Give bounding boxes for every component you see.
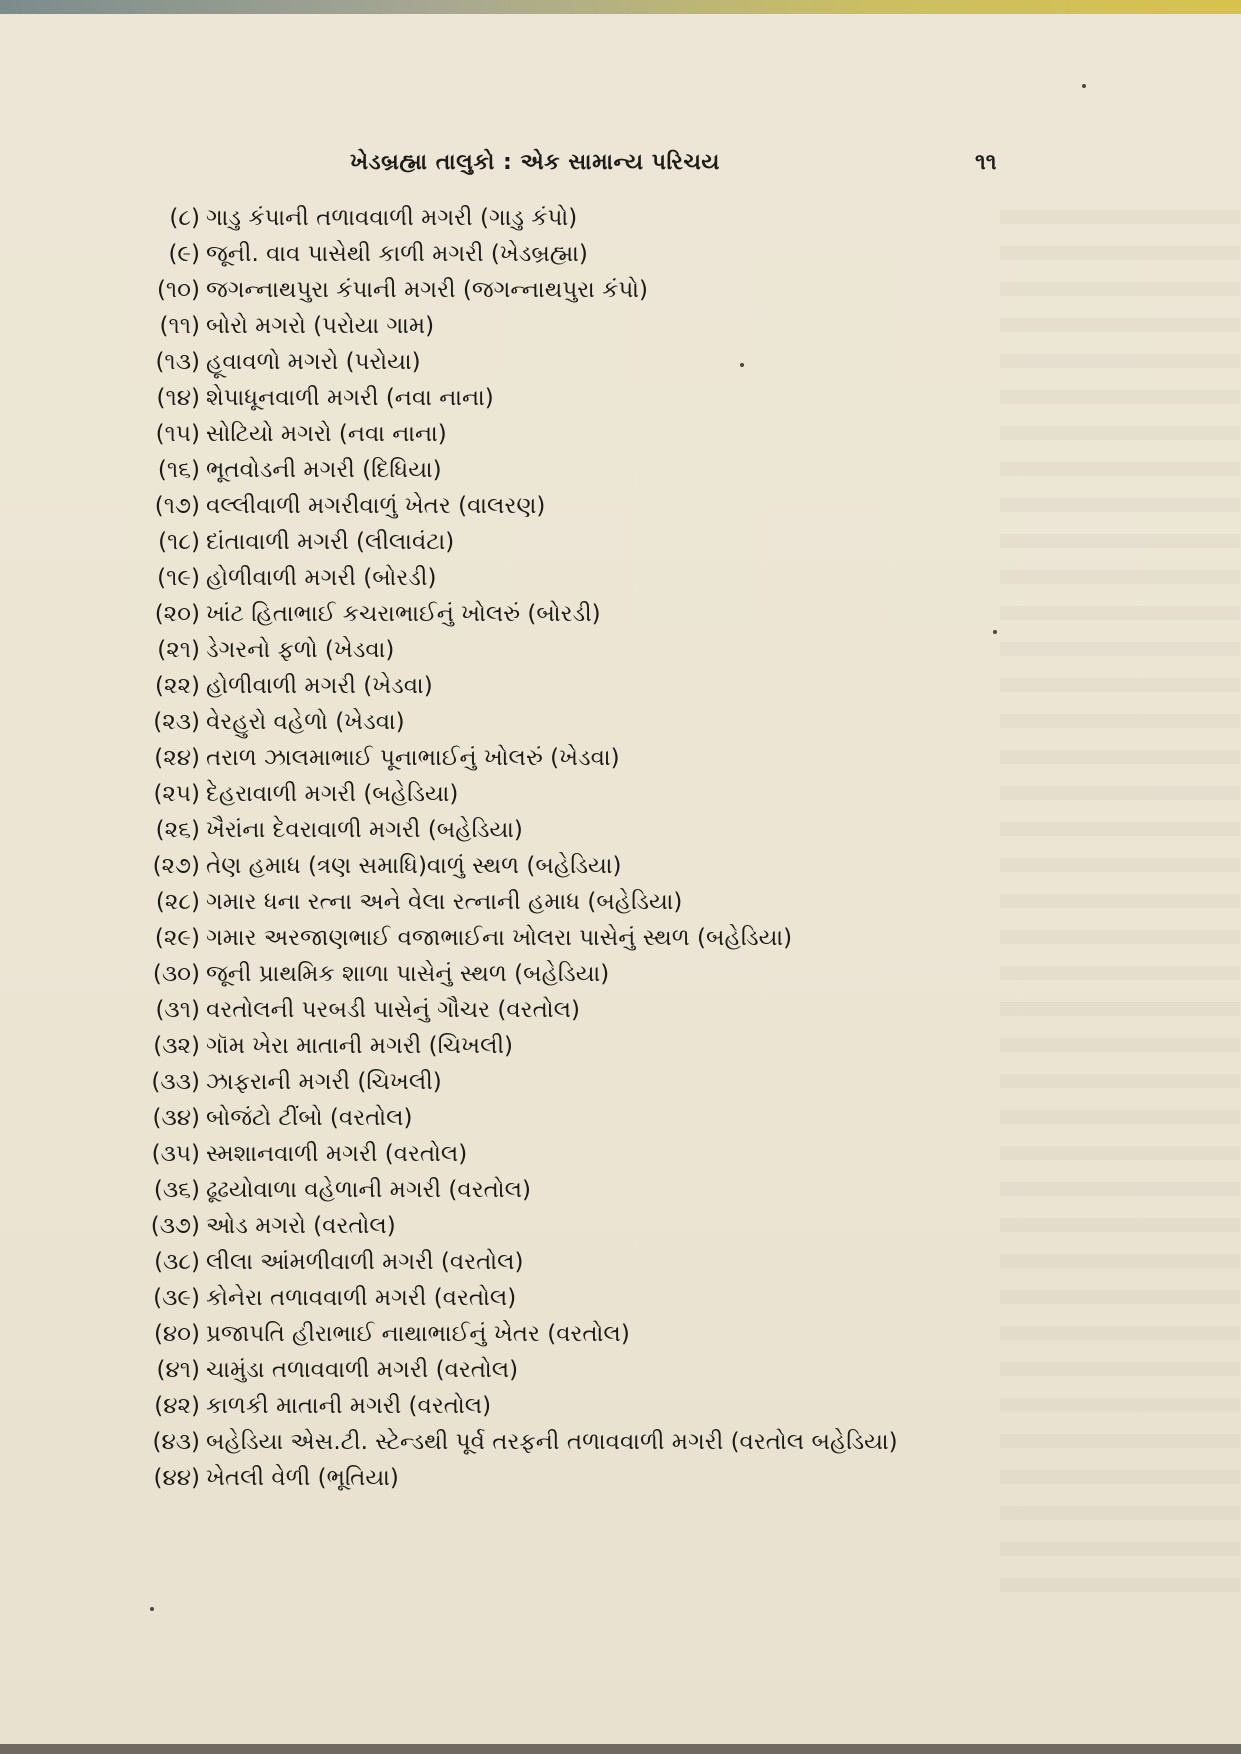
list-item	[124, 1460, 1124, 1496]
list-item-number: (૧૩)	[155, 349, 200, 375]
list-item	[124, 812, 1124, 848]
list-item-text: ઓડ મગરો (વરતોલ)	[206, 1213, 396, 1239]
list-item-text: વરતોલની પરબડી પાસેનું ગૌચર (વરતોલ)	[206, 997, 580, 1023]
list-item-text: બોજંટો ટીંબો (વરતોલ)	[206, 1105, 413, 1131]
list-item	[124, 1064, 1124, 1100]
list-item	[124, 308, 1124, 344]
page-header	[0, 150, 1241, 190]
list-item-number: (૪૪)	[153, 1465, 200, 1491]
list-item	[124, 1280, 1124, 1316]
list-item-number: (૩૪)	[152, 1105, 200, 1131]
list-item	[124, 488, 1124, 524]
list-item-number: (૩૩)	[151, 1069, 200, 1095]
list-item	[124, 704, 1124, 740]
list-item-text: ડેગરનો ફળો (ખેડવા)	[206, 637, 395, 663]
list-item-text: વલ્લીવાળી મગરીવાળું ખેતર (વાલરણ)	[206, 493, 546, 519]
list-item	[124, 1424, 1124, 1460]
list-item-number: (૨૦)	[154, 601, 200, 627]
list-item	[124, 596, 1124, 632]
list-item-number: (૧૧)	[159, 313, 200, 339]
list-item-text: શેપાધૂનવાળી મગરી (નવા નાના)	[206, 385, 494, 411]
list-item-number: (૪૧)	[156, 1357, 200, 1383]
list-item	[124, 884, 1124, 920]
list-item-number: (૧૭)	[154, 493, 200, 519]
list-item-text: કાળકી માતાની મગરી (વરતોલ)	[206, 1393, 492, 1419]
list-item-text: જગન્નાથપુરા કંપાની મગરી (જગન્નાથપુરા કંપો)	[206, 277, 648, 303]
list-item-text: ઢૂઢયોવાળા વહેળાની મગરી (વરતોલ)	[206, 1177, 531, 1203]
list-item-text: ખૈરાંના દેવરાવાળી મગરી (બહેડિયા)	[206, 817, 523, 843]
list-item-number: (૪૦)	[153, 1321, 200, 1347]
list-item-text: વેરહુરો વહેળો (ખેડવા)	[206, 709, 405, 735]
paper-speck	[150, 1607, 154, 1611]
list-item-number: (૧૮)	[158, 529, 200, 555]
list-item	[124, 1352, 1124, 1388]
list-item-number: (૨૩)	[153, 709, 200, 735]
paper-speck	[1082, 84, 1086, 88]
list-item	[124, 1100, 1124, 1136]
list-item-text: જૂની. વાવ પાસેથી કાળી મગરી (ખેડબ્રહ્મા)	[206, 241, 588, 267]
place-list	[124, 200, 1124, 1496]
list-item-number: (૩૭)	[150, 1213, 200, 1239]
page-top-edge	[0, 0, 1241, 14]
list-item	[124, 848, 1124, 884]
page-number: ૧૧	[975, 150, 997, 175]
list-item	[124, 956, 1124, 992]
list-item-text: દાંતાવાળી મગરી (લીલાવંટા)	[206, 529, 455, 555]
list-item-text: ગૉમ ખેરા માતાની મગરી (ચિખલી)	[206, 1033, 514, 1059]
list-item	[124, 1172, 1124, 1208]
list-item-text: હોળીવાળી મગરી (બોરડી)	[206, 565, 437, 591]
list-item	[124, 920, 1124, 956]
list-item	[124, 1208, 1124, 1244]
list-item-text: ભૂતવોડની મગરી (દિધિયા)	[206, 457, 442, 483]
list-item-number: (૧૦)	[156, 277, 200, 303]
list-item-number: (૩૨)	[153, 1033, 200, 1059]
list-item-number: (૮)	[169, 205, 200, 231]
list-item	[124, 1388, 1124, 1424]
list-item	[124, 1244, 1124, 1280]
list-item	[124, 344, 1124, 380]
list-item	[124, 740, 1124, 776]
list-item	[124, 992, 1124, 1028]
list-item-number: (૨૪)	[154, 745, 200, 771]
list-item	[124, 1028, 1124, 1064]
list-item-text: લીલા આંમળીવાળી મગરી (વરતોલ)	[206, 1249, 524, 1275]
list-item-number: (૨૨)	[155, 673, 200, 699]
list-item-text: તરાળ ઝાલમાભાઈ પૂનાભાઈનું ખોલરું (ખેડવા)	[206, 745, 620, 771]
list-item	[124, 560, 1124, 596]
list-item-number: (૨૬)	[155, 817, 200, 843]
list-item-number: (૩૦)	[152, 961, 200, 987]
list-item-number: (૨૫)	[153, 781, 200, 807]
list-item	[124, 776, 1124, 812]
list-item	[124, 524, 1124, 560]
list-item	[124, 416, 1124, 452]
list-item-text: ચામુંડા તળાવવાળી મગરી (વરતોલ)	[206, 1357, 519, 1383]
list-item-text: દેહરાવાળી મગરી (બહેડિયા)	[206, 781, 459, 807]
list-item-number: (૩૫)	[151, 1141, 200, 1167]
list-item-text: ગાડુ કંપાની તળાવવાળી મગરી (ગાડુ કંપો)	[206, 205, 578, 231]
list-item-number: (૧૬)	[157, 457, 200, 483]
list-item-text: કોનેરા તળાવવાળી મગરી (વરતોલ)	[206, 1285, 517, 1311]
list-item-number: (૧૯)	[157, 565, 200, 591]
list-item	[124, 272, 1124, 308]
list-item-text: જૂની પ્રાથમિક શાળા પાસેનું સ્થળ (બહેડિયા)	[206, 961, 610, 987]
list-item-text: હૂવાવળો મગરો (પરોયા)	[206, 349, 421, 375]
list-item-text: સ્મશાનવાળી મગરી (વરતોલ)	[206, 1141, 468, 1167]
list-item-number: (૨૭)	[152, 853, 200, 879]
list-item-text: ગમાર અરજાણભાઈ વજાભાઈના ખોલરા પાસેનું સ્થળ (બહેડિયા)	[206, 925, 793, 951]
list-item-text: બહેડિયા એસ.ટી. સ્ટેન્ડથી પૂર્વ તરફની તળાવવાળી મગરી (વરતોલ બહેડિયા)	[206, 1429, 898, 1455]
list-item	[124, 452, 1124, 488]
list-item	[124, 632, 1124, 668]
list-item-text: બોરો મગરો (પરોયા ગામ)	[206, 313, 435, 339]
list-item-text: તેણ હમાધ (ત્રણ સમાધિ)વાળું સ્થળ (બહેડિયા)	[206, 853, 622, 879]
list-item-text: ઝાફરાની મગરી (ચિખલી)	[206, 1069, 442, 1095]
list-item	[124, 1316, 1124, 1352]
list-item-number: (૯)	[168, 241, 200, 267]
list-item	[124, 1136, 1124, 1172]
paper-speck	[740, 363, 744, 367]
list-item-text: પ્રજાપતિ હીરાભાઈ નાથાભાઈનું ખેતર (વરતોલ)	[206, 1321, 630, 1347]
list-item	[124, 236, 1124, 272]
list-item-number: (૩૧)	[155, 997, 200, 1023]
list-item-number: (૪૩)	[152, 1429, 200, 1455]
list-item	[124, 200, 1124, 236]
list-item-number: (૪૨)	[154, 1393, 200, 1419]
list-item	[124, 668, 1124, 704]
list-item-text: ખેતલી વેળી (ભૂતિયા)	[206, 1465, 399, 1491]
list-item-number: (૩૮)	[154, 1249, 200, 1275]
list-item-text: સોટિયો મગરો (નવા નાના)	[206, 421, 447, 447]
list-item-number: (૩૬)	[153, 1177, 200, 1203]
running-head: ખેડબ્રહ્મા તાલુકો : એક સામાન્ય પરિચય	[350, 150, 720, 175]
list-item-number: (૨૯)	[154, 925, 200, 951]
list-item-number: (૨૧)	[157, 637, 200, 663]
page-bottom-edge	[0, 1744, 1241, 1754]
list-item-number: (૨૮)	[155, 889, 200, 915]
paper-speck	[993, 630, 997, 634]
list-item-number: (૩૯)	[153, 1285, 200, 1311]
list-item-text: હોળીવાળી મગરી (ખેડવા)	[206, 673, 433, 699]
list-item	[124, 380, 1124, 416]
list-item-text: ખાંટ હિતાભાઈ કચરાભાઈનું ખોલરું (બોરડી)	[206, 601, 601, 627]
list-item-text: ગમાર ધના રત્ના અને વેલા રત્નાની હમાધ (બહેડિયા)	[206, 889, 683, 915]
list-item-number: (૧૪)	[156, 385, 200, 411]
list-item-number: (૧૫)	[155, 421, 200, 447]
